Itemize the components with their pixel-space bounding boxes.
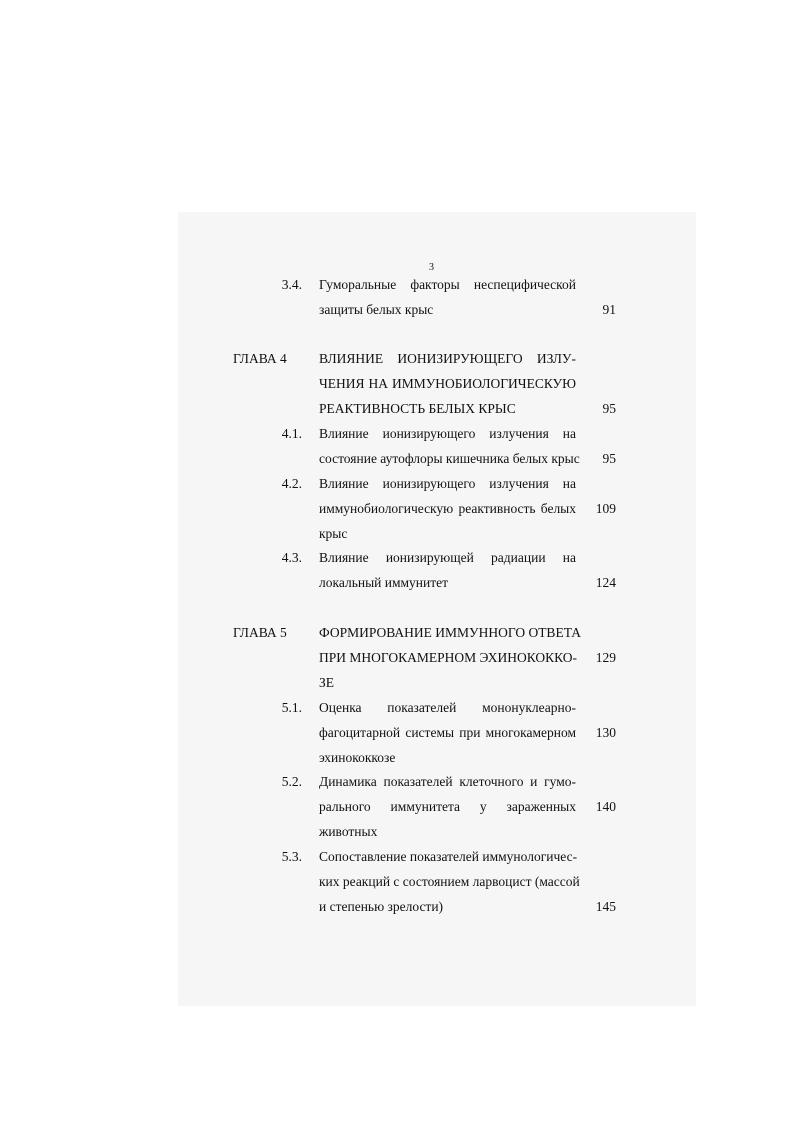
page-ref: 145 [595, 899, 616, 914]
toc-line: ких реакций с состоянием ларвоцист (массой [319, 874, 580, 889]
page-ref: 129 [595, 650, 616, 665]
page-ref: 140 [595, 799, 616, 814]
page-ref: 91 [602, 302, 616, 317]
section-number: 4.3. [281, 550, 302, 565]
toc-line: эхинококкозе [319, 750, 396, 765]
toc-line: крыс [319, 526, 348, 541]
page-ref: 95 [602, 401, 616, 416]
page-ref: 124 [595, 575, 616, 590]
chapter-title-line: ФОРМИРОВАНИЕ ИММУННОГО ОТВЕТА [319, 625, 582, 640]
page-ref: 109 [595, 501, 616, 516]
toc-line: Влияние ионизирующего излучения на [319, 426, 576, 441]
chapter-title-line: ВЛИЯНИЕ ИОНИЗИРУЮЩЕГО ИЗЛУ- [319, 351, 576, 366]
page-ref: 95 [602, 451, 616, 466]
chapter-title-line: РЕАКТИВНОСТЬ БЕЛЫХ КРЫС [319, 401, 516, 416]
section-number: 4.1. [281, 426, 302, 441]
section-number: 4.2. [281, 476, 302, 491]
toc-line: Гуморальные факторы неспецифической [319, 277, 576, 292]
toc-line: Влияние ионизирующей радиации на [319, 550, 576, 565]
section-number: 5.3. [281, 849, 302, 864]
chapter-title-line: ЗЕ [319, 675, 335, 690]
chapter-title-line: ЧЕНИЯ НА ИММУНОБИОЛОГИЧЕСКУЮ [319, 376, 576, 391]
section-number: 5.1. [281, 700, 302, 715]
toc-line: животных [319, 824, 378, 839]
toc-line: Сопоставление показателей иммунологичес- [319, 849, 578, 864]
toc-line: Влияние ионизирующего излучения на [319, 476, 576, 491]
page-ref: 130 [595, 725, 616, 740]
page-number: 3 [429, 262, 434, 273]
toc-line: Оценка показателей мононуклеарно- [319, 700, 576, 715]
chapter-title-line: ПРИ МНОГОКАМЕРНОМ ЭХИНОКОККО- [319, 650, 578, 665]
section-number: 3.4. [281, 277, 302, 292]
chapter-label: ГЛАВА 4 [233, 351, 287, 366]
toc-line: иммунобиологическую реактивность белых [319, 501, 576, 516]
toc-line: Динамика показателей клеточного и гумо- [319, 774, 576, 789]
chapter-label: ГЛАВА 5 [233, 625, 287, 640]
section-number: 5.2. [281, 774, 302, 789]
toc-line: фагоцитарной системы при многокамерном [319, 725, 576, 740]
toc-line: защиты белых крыс [319, 302, 434, 317]
toc-line: локальный иммунитет [319, 575, 449, 590]
toc-line: состояние аутофлоры кишечника белых крыс [319, 451, 580, 466]
toc-line: рального иммунитета у зараженных [319, 799, 576, 814]
toc-line: и степенью зрелости) [319, 899, 444, 914]
